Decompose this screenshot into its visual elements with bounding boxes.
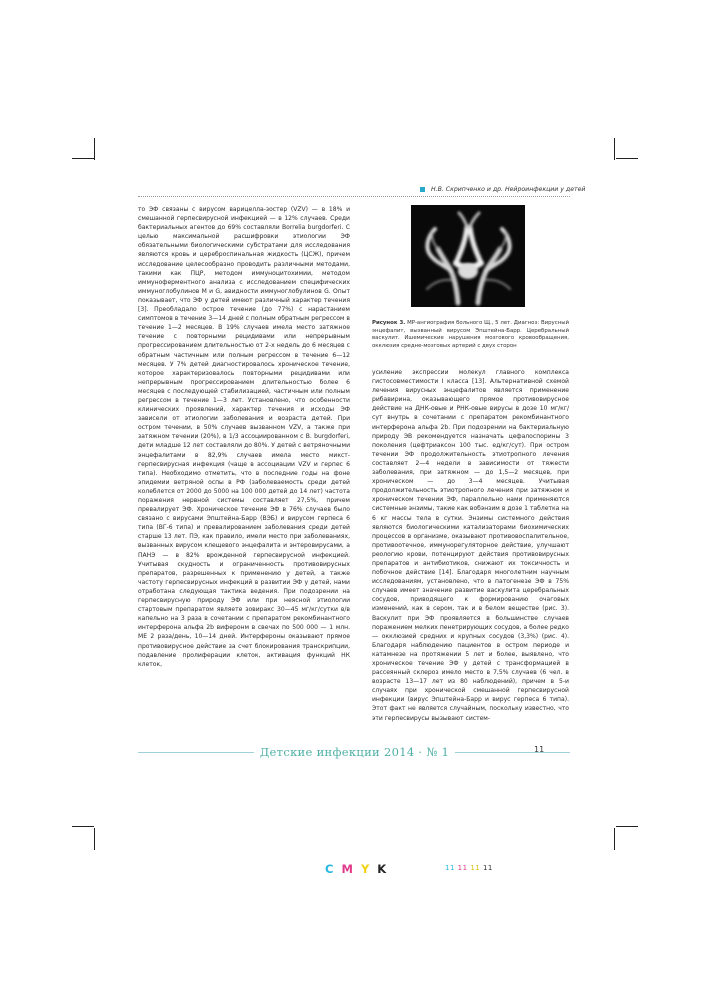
paragraph: усиление экспрессии молекул главного комплекса гистосовместимости I класса [13]. Альтернативной схемой лечения вирусных энцефалитов является применение рибавирина, оказывающего прямое противовирусное действие на ДНК-овые и РНК-овые вирусы в дозе 10 мг/кг/сут внутрь в сочетании с препаратом рекомбинантного интерферона альфа 2b. При подозрении на бактериальную природу ЭВ рекомендуется назначать цефалоспорины 3 поколения (цефтриаксон 100 тыс. ед/кг/сут). При остром течении ЭФ продолжительность этиотропного лечения составляет 2—4 недели в зависимости от тяжести заболевания, при затяжном — до 1,5—2 месяцев, при хроническом — до 3—4 месяцев. Учитывая продолжительность этиотропного лечения при затяжном и хроническом течении ЭФ, параллельно нами применяются системные энзимы, такие как вобэнзим в дозе 1 таблетка на 6 кг массы тела в сутки. Энзимы системного действия являются биологическими катализаторами биохимических процессов в организме, оказывают противовоспалительное, противоотечное, иммунорегуляторное действие, улучшают реологию крови, потенцируют действия противовирусных препаратов и антибиотиков, снижают их токсичность и побочное действие [14]. Благодаря многолетним научным исследованиям, установлено, что в патогенезе ЭФ в 75% случаев имеет значение развитие васкулита церебральных сосудов, приводящего к формированию очаговых изменений, как в сером, так и в белом веществе (рис. 3). Васкулит при ЭФ проявляется в большинстве случаев поражением мелких пенетрирующих сосудов, а более редко — окклюзией средних и крупных сосудов (3,3%) (рис. 4). Благодаря наблюдению пациентов в остром периоде и катамнезе на протяжении 5 лет и более, выявлено, что хроническое течение ЭФ у детей с трансформацией в рассеянный склероз имело место в 7,5% случаев (6 чел. в возрасте 13—17 лет из 80 наблюдений), причем в 5-и случаях при хронической смешанной герпесвирусной инфекции (вирус Эпштейна-Барр и вирус герпеса 6 типа). Этот факт не является случайным, поскольку известно, что эти герпесвирусы вызывают систем- bbox=[372, 369, 569, 722]
crop-mark bbox=[72, 158, 94, 159]
crop-mark bbox=[616, 826, 638, 827]
crop-mark bbox=[72, 826, 94, 827]
paragraph: то ЭФ связаны с вирусом варицелла-зостер (VZV) — в 18% и смешанной герпесвирусной инфекцией — в 12% случаев. Среди бактериальных агентов до 69% составляли Borrelia burgdorferi. С целью максимальной расшифровки этиологии ЭФ обязательными биологическими субстратами для исследования являются кровь и цереброспинальная жидкость (ЦСЖ), причем исследование целесообразно проводить различными методами, такими как ПЦР, методом иммуноцитохимии, методом иммуноферментного анализа с исследованием специфических иммуноглобулинов M и G, авидности иммуноглобулинов G. Опыт показывает, что ЭФ у детей имеют различный характер течения [3]. Преобладало острое течение (до 77%) с нарастанием симптомов в течение 3—14 дней с полным обратным регрессом в течение 1—2 месяцев. В 19% случаев имела место затяжное течение с повторными рецидивами или непрерывным прогрессированием длительностью от 2-х недель до 6 месяцев с обратным частичным или полным регрессом в течение 6—12 месяцев. У 7% детей диагностировалось хроническое течение, которое характеризовалось повторными рецидивами или непрерывным прогрессированием длительностью более 6 месяцев с последующей стабилизацией, частичным или полным регрессом в течение 1—3 лет. Установлено, что особенности клинических проявлений, характер течения и исходы ЭФ зависели от этиологии заболевания и возраста детей. При остром течении, в 50% случаев вызванном VZV, а также при затяжном течении (20%), в 1/3 ассоциированном с B. burgdorferi, дети младше 12 лет составляли до 80%. У детей с ветряночными энцефалитами в 82,9% случаев имела место микст-герпесвирусная инфекция (чаще в ассоциации VZV и герпес 6 типа). Необходимо отметить, что в последние годы на фоне эпидемии ветряной оспы в РФ (заболеваемость среди детей колеблется от 2000 до 5000 на 100 000 детей до 14 лет) частота поражения нервной системы составляет 27,5%, причем превалирует ЭФ. Хроническое течение ЭФ в 76% случаев было связано с вирусами Эпштейна-Барр (ВЭБ) и вирусом герпеса 6 типа (ВГ-6 типа) и превалированием заболевания среди детей старше 13 лет. ПЭ, как правило, имели место при заболеваниях, вызванных вирусом клещевого энцефалита и энтеровирусами, а ПАНЭ — в 82% врожденной герпесвирусной инфекцией. Учитывая скудность и ограниченность противовирусных препаратов, разрешенных к применению у детей, а также частоту герпесвирусных инфекций в развитии ЭФ у детей, нами отработана следующая тактика ведения. При подозрении на герпесвирусную природу ЭФ или при неясной этиологии стартовым препаратом являете зовиракс 30—45 мг/кг/сутки в/в капельно на 3 раза в сочетании с препаратом рекомбинантного интерферона альфа 2b виферонм в свечах по 500 000 — 1 млн. МЕ 2 раза/день, 10—14 дней. Интерфероны оказывают прямое противовирусное действие за счет блокирования транскрипции, подавление пролиферации клеток, активация функций НК клеток, bbox=[138, 206, 350, 668]
caption-text: МР-ангиография больного Щ., 5 лет. Диагноз: Вирусный энцефалит, вызванный вирусом Эпштейна-Барр. Церебральный васкулит. Ишемические нарушения мозгового кровообращения, окклюзия средне-мозговых артерий с двух сторон bbox=[372, 320, 569, 349]
left-column bbox=[138, 205, 350, 745]
crop-mark bbox=[614, 138, 615, 160]
plate-number: 11 bbox=[445, 864, 455, 872]
journal-title: Детские инфекции 2014 · № 1 bbox=[254, 745, 455, 759]
header-divider bbox=[138, 196, 570, 197]
plate-number: 11 bbox=[470, 864, 481, 872]
caption-label: Рисунок 3. bbox=[372, 320, 406, 326]
running-header bbox=[420, 186, 586, 193]
crop-mark bbox=[94, 828, 95, 850]
figure-caption bbox=[372, 320, 569, 350]
crop-mark bbox=[616, 158, 638, 159]
crop-mark bbox=[94, 138, 95, 160]
cmyk-c: C bbox=[325, 862, 336, 876]
right-column bbox=[372, 368, 569, 745]
header-square-icon bbox=[420, 187, 425, 192]
cmyk-k: K bbox=[377, 862, 389, 876]
page-number: 11 bbox=[534, 745, 545, 754]
plate-numbers bbox=[445, 864, 493, 872]
running-title: Н.В. Скрипченко и др. Нейроинфекции у детей bbox=[431, 186, 586, 193]
cmyk-m: M bbox=[341, 862, 355, 876]
plate-number: 11 bbox=[482, 864, 493, 872]
crop-mark bbox=[614, 828, 615, 850]
angiography-image bbox=[411, 205, 525, 307]
plate-number: 11 bbox=[457, 864, 468, 872]
mr-angiography-image bbox=[411, 205, 525, 307]
cmyk-y: Y bbox=[360, 862, 372, 876]
cmyk-color-marks bbox=[325, 862, 388, 876]
journal-footer bbox=[0, 745, 709, 759]
